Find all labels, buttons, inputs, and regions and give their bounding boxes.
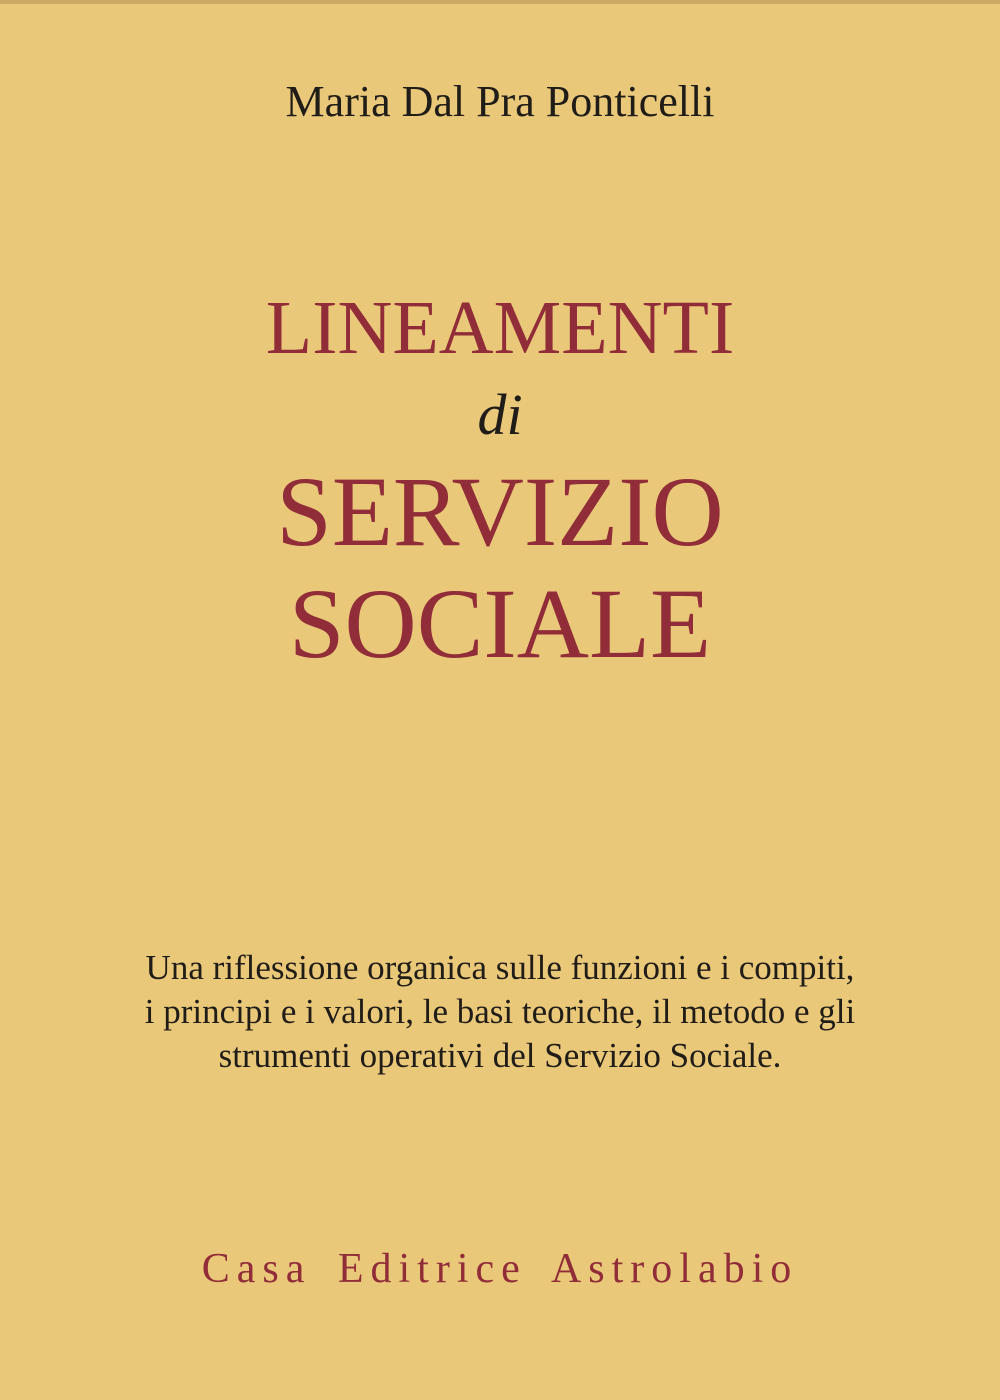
blurb	[0, 946, 1000, 1078]
publisher-name: Casa Editrice Astrolabio	[201, 1246, 799, 1292]
top-edge-shadow	[0, 0, 1000, 4]
blurb-line-1: Una riflessione organica sulle funzioni e i compiti,	[145, 948, 855, 987]
title-connector-di: di	[477, 382, 523, 447]
title-line-lineamenti: LINEAMENTI	[265, 286, 735, 370]
blurb-line-3: strumenti operativi del Servizio Sociale.	[218, 1036, 782, 1075]
author-name: Maria Dal Pra Ponticelli	[285, 77, 715, 126]
title-line-servizio: SERVIZIO	[276, 456, 724, 567]
title-line-sociale: SOCIALE	[288, 568, 712, 679]
blurb-line-2: i principi e i valori, le basi teoriche, il metodo e gli	[144, 992, 856, 1031]
